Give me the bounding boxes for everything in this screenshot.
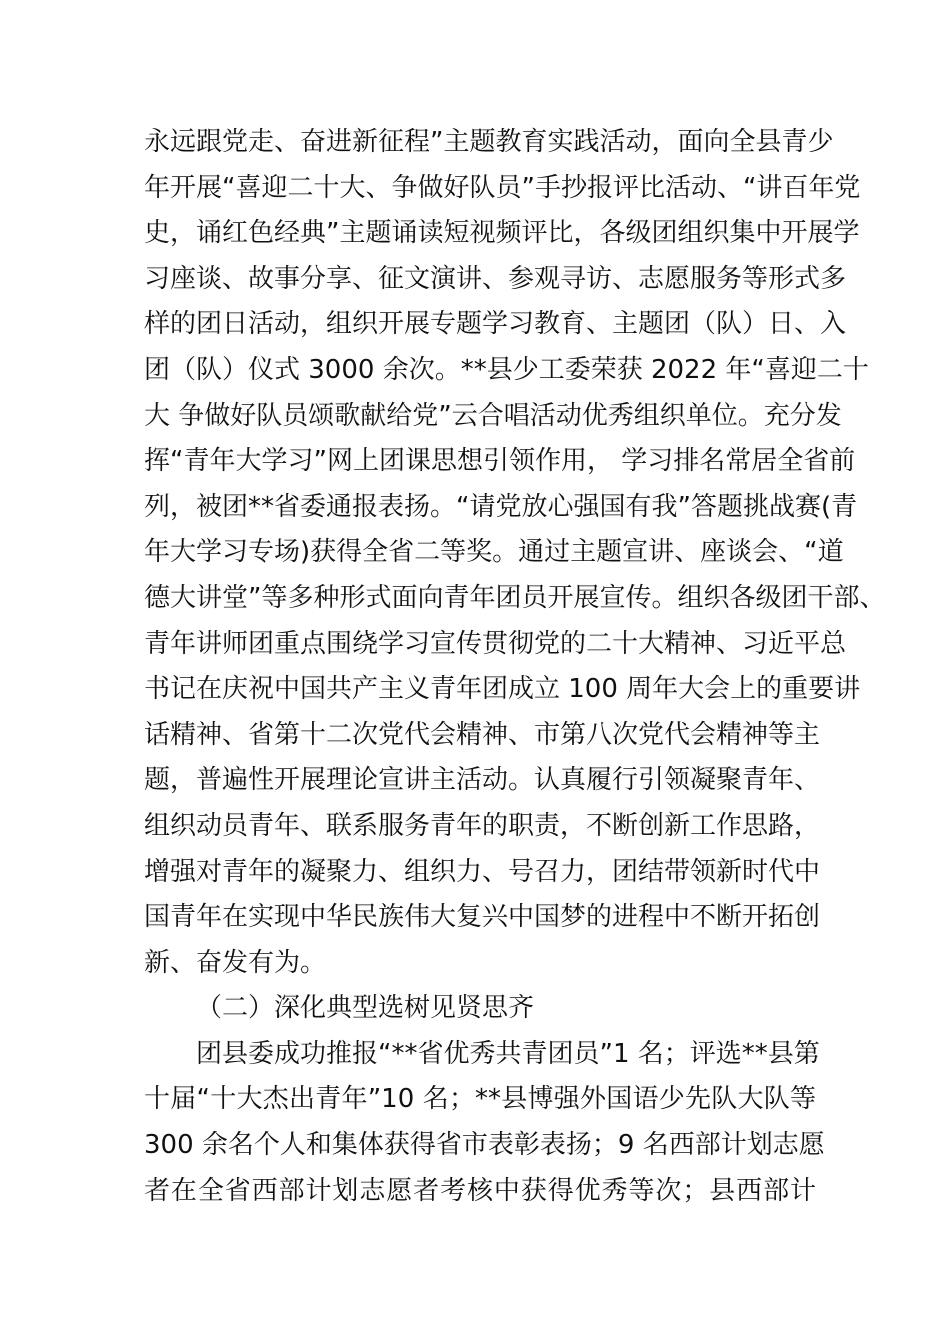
paragraph-line: 列，被团**省委通报表扬。“请党放心强国有我”答题挑战赛(青: [144, 491, 858, 522]
paragraph-line: 增强对青年的凝聚力、组织力、号召力，团结带领新时代中: [144, 856, 821, 887]
paragraph-line: 组织动员青年、联系服务青年的职责，不断创新工作思路，: [144, 810, 821, 841]
paragraph-line: 史，诵红色经典”主题诵读短视频评比，各级团组织集中开展学: [144, 218, 860, 249]
paragraph-line: 书记在庆祝中国共产主义青年团成立 100 周年大会上的重要讲: [144, 674, 861, 705]
paragraph-line: 年大学习专场)获得全省二等奖。通过主题宣讲、座谈会、“道: [144, 537, 844, 568]
paragraph-line: 300 余名个人和集体获得省市表彰表扬；9 名西部计划志愿: [144, 1130, 825, 1161]
paragraph-line: 挥“青年大学习”网上团课思想引领作用， 学习排名常居全省前: [144, 446, 856, 477]
paragraph-line: 永远跟党走、奋进新征程”主题教育实践活动，面向全县青少: [144, 127, 834, 157]
paragraph-line: 大 争做好队员颂歌献给党”云合唱活动优秀组织单位。充分发: [144, 400, 842, 431]
paragraph-line: 德大讲堂”等多种形式面向青年团员开展宣传。组织各级团干部、: [144, 582, 886, 613]
paragraph-line: 年开展“喜迎二十大、争做好队员”手抄报评比活动、“讲百年党: [144, 172, 861, 203]
paragraph-line: 话精神、省第十二次党代会精神、市第八次党代会精神等主: [144, 719, 821, 750]
paragraph-line: 者在全省西部计划志愿者考核中获得优秀等次；县西部计: [144, 1175, 816, 1206]
paragraph-line: 团县委成功推报“**省优秀共青团员”1 名；评选**县第: [196, 1038, 820, 1069]
section-heading: （二）深化典型选树见贤思齐: [196, 993, 535, 1024]
paragraph-line: 新、奋发有为。: [144, 947, 327, 978]
paragraph-line: 习座谈、故事分享、征文演讲、参观寻访、志愿服务等形式多: [144, 263, 847, 294]
paragraph-line: 十届“十大杰出青年”10 名；**县博强外国语少先队大队等: [144, 1084, 816, 1115]
paragraph-line: 题，普遍性开展理论宣讲主活动。认真履行引领凝聚青年、: [144, 765, 821, 796]
paragraph-line: 团（队）仪式 3000 余次。**县少工委荣获 2022 年“喜迎二十: [144, 354, 869, 385]
paragraph-line: 国青年在实现中华民族伟大复兴中国梦的进程中不断开拓创: [144, 902, 821, 933]
paragraph-line: 青年讲师团重点围绕学习宣传贯彻党的二十大精神、习近平总: [144, 628, 847, 659]
paragraph-line: 样的团日活动，组织开展专题学习教育、主题团（队）日、入: [144, 309, 847, 340]
body-text: [144, 120, 886, 1214]
